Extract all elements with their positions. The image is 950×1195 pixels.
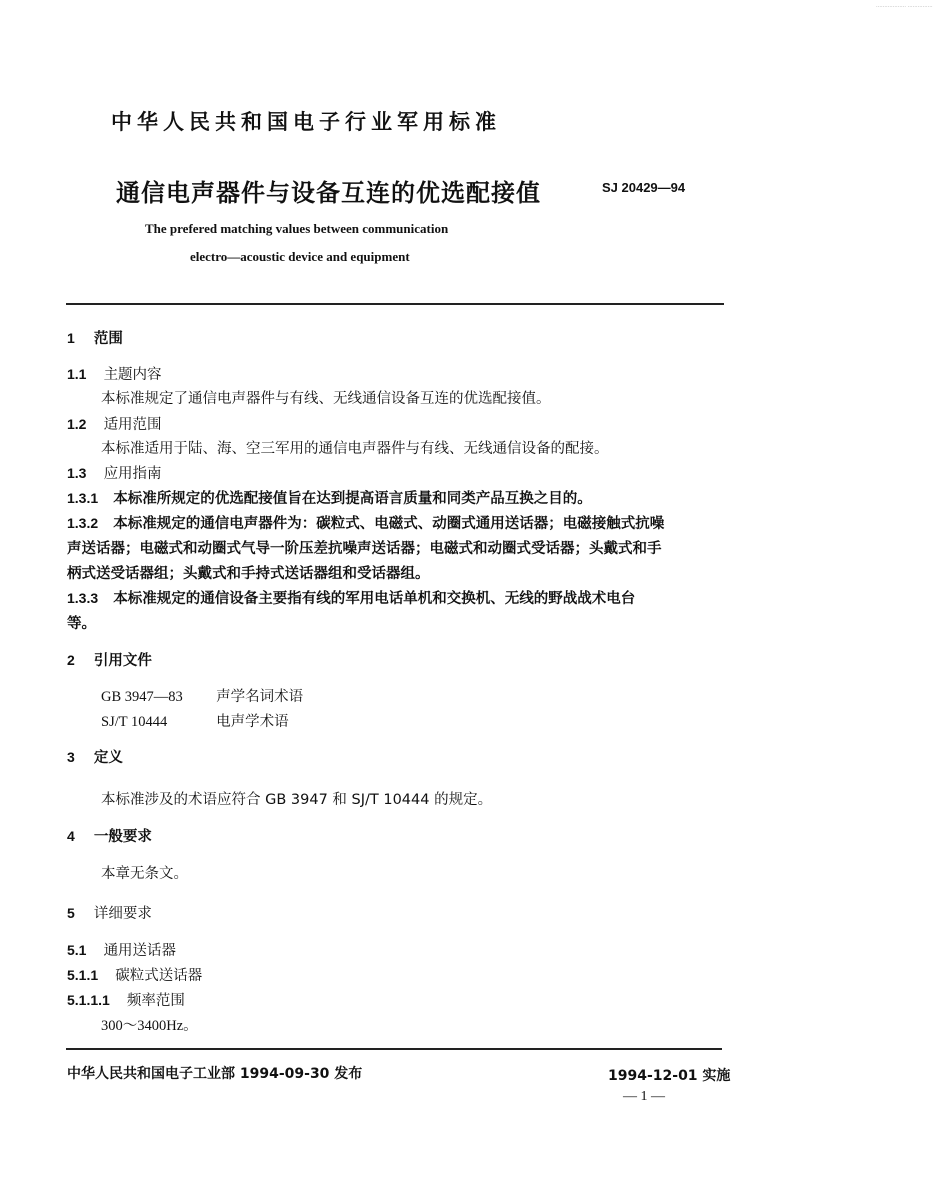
section-number: 1.3: [67, 465, 87, 481]
reference-name: 电声学术语: [216, 714, 289, 730]
english-title-line2: electro—acoustic device and equipment: [190, 249, 410, 264]
section-body: 本标准所规定的优选配接值旨在达到提高语言质量和同类产品互换之目的。: [113, 491, 592, 507]
footer-effective-date: 1994-12-01 实施: [608, 1068, 731, 1084]
section-5-1-1-1-body: 300～3400Hz。: [101, 1018, 198, 1034]
section-number: 1.3.1: [67, 490, 99, 506]
section-1-3-2-line3: 柄式送受话器组；头戴式和手持式送话器组和受话器组。: [67, 566, 430, 582]
section-number: 1.3.3: [67, 590, 99, 606]
section-body-line: 本标准规定的通信设备主要指有线的军用电话单机和交换机、无线的野战战术电台: [113, 591, 636, 607]
section-title: 详细要求: [93, 906, 152, 922]
reference-code: SJ/T 10444: [101, 714, 168, 730]
standard-code: SJ 20429—94: [602, 180, 686, 195]
section-title: 引用文件: [93, 653, 152, 669]
section-5-1-heading: [67, 939, 176, 960]
section-3-heading: [67, 746, 123, 767]
section-title: 定义: [93, 750, 123, 766]
section-1-3-1: [67, 487, 592, 508]
section-5-1-1-1-heading: [67, 989, 185, 1010]
section-2-heading: [67, 649, 152, 670]
section-title: 范围: [93, 331, 123, 347]
section-number: 2: [67, 652, 75, 668]
section-title: 频率范围: [126, 993, 185, 1009]
section-title: 碳粒式送话器: [115, 968, 203, 984]
standard-header: 中华人民共和国电子行业军用标准: [111, 110, 501, 134]
page-number: — 1 —: [623, 1089, 665, 1104]
section-4-heading: [67, 825, 152, 846]
section-number: 5.1.1.1: [67, 992, 110, 1008]
section-1-3-2-line1: [67, 512, 664, 533]
reference-item: [101, 685, 303, 706]
document-title: 通信电声器件与设备互连的优选配接值: [116, 179, 541, 207]
section-number: 1.2: [67, 416, 87, 432]
section-1-1-body: 本标准规定了通信电声器件与有线、无线通信设备互连的优选配接值。: [101, 391, 551, 407]
section-number: 5: [67, 905, 75, 921]
section-1-3-heading: [67, 462, 162, 483]
section-number: 1.3.2: [67, 515, 99, 531]
section-number: 4: [67, 828, 75, 844]
section-1-2-heading: [67, 413, 162, 434]
section-body-line: 本标准规定的通信电声器件为：碳粒式、电磁式、动圈式通用送话器；电磁接触式抗噪: [113, 516, 665, 532]
section-1-3-2-line2: 声送话器；电磁式和动圈式气导一阶压差抗噪声送话器；电磁式和动圈式受话器；头戴式和手: [67, 541, 662, 557]
section-1-1-heading: [67, 363, 162, 384]
section-4-body: 本章无条文。: [101, 866, 188, 882]
footer-issuer: 中华人民共和国电子工业部 1994-09-30 发布: [67, 1066, 363, 1082]
section-number: 1.1: [67, 366, 87, 382]
corner-note: ……………… ……………: [876, 3, 933, 9]
section-5-heading: [67, 902, 152, 923]
section-1-3-3-line2: 等。: [67, 616, 96, 632]
section-title: 应用指南: [103, 466, 162, 482]
section-1-2-body: 本标准适用于陆、海、空三军用的通信电声器件与有线、无线通信设备的配接。: [101, 441, 609, 457]
section-number: 1: [67, 330, 75, 346]
top-rule: [66, 303, 724, 305]
section-5-1-1-heading: [67, 964, 202, 985]
reference-name: 声学名词术语: [216, 689, 304, 705]
section-title: 一般要求: [93, 829, 152, 845]
section-1-3-3-line1: [67, 587, 635, 608]
section-number: 3: [67, 749, 75, 765]
section-title: 主题内容: [103, 367, 162, 383]
section-title: 适用范围: [103, 417, 162, 433]
reference-item: [101, 710, 289, 731]
english-title-line1: The prefered matching values between communication: [145, 221, 449, 236]
section-3-body: 本标准涉及的术语应符合 GB 3947 和 SJ/T 10444 的规定。: [101, 792, 493, 808]
bottom-rule: [66, 1048, 722, 1050]
section-number: 5.1.1: [67, 967, 99, 983]
section-number: 5.1: [67, 942, 87, 958]
reference-code: GB 3947—83: [101, 689, 183, 705]
section-title: 通用送话器: [103, 943, 177, 959]
section-1-heading: [67, 327, 123, 348]
